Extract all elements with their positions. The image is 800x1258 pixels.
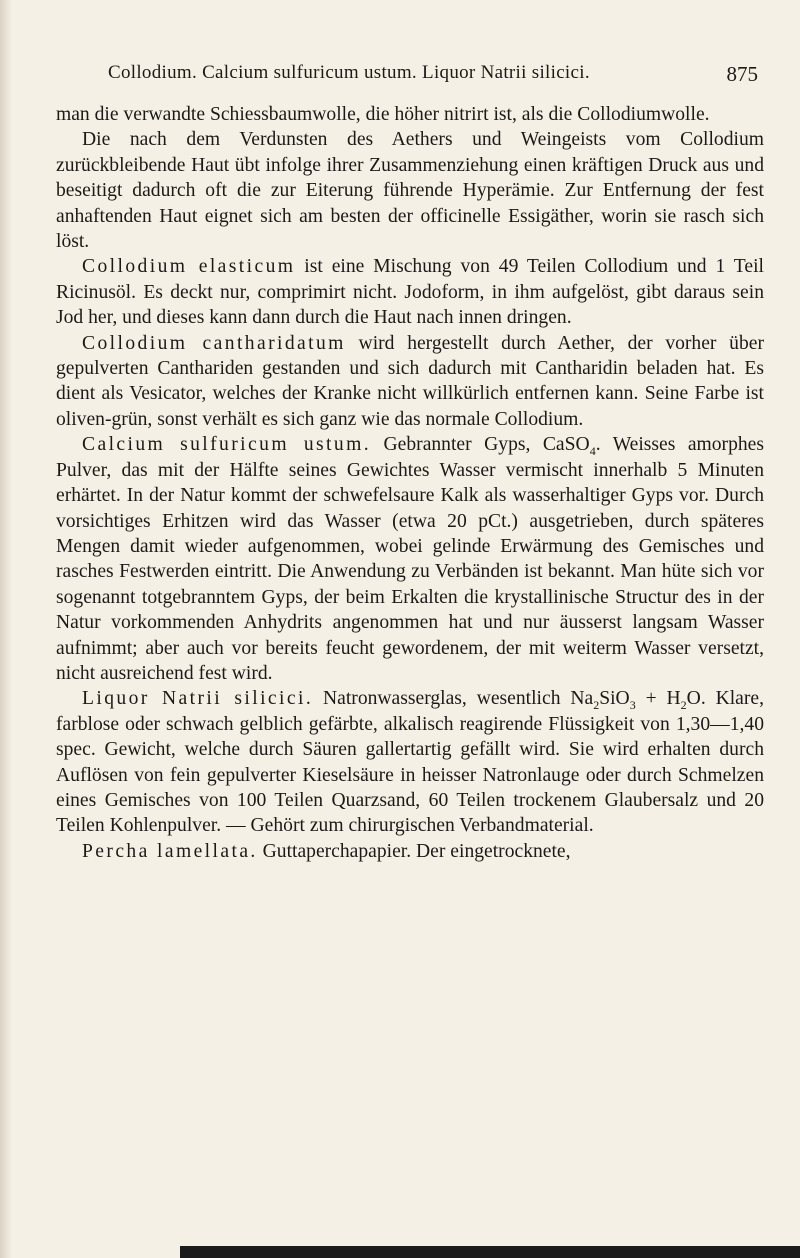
paragraph-collodium-elasticum (56, 254, 764, 330)
paragraph-collodium-skin (56, 127, 764, 254)
paragraph-liquor-natrii (56, 686, 764, 838)
entry-term: Calcium sulfuricum ustum. (82, 434, 372, 456)
page-gutter-shadow (0, 0, 12, 1258)
paragraph-text: Natronwasserglas, wesentlich Na (313, 688, 594, 710)
paragraph-text: wird hergestellt durch Aether, der vorher über gepulverten Canthariden gestanden und sich dadurch mit Cantharidin beladen hat. Es dient als Vesicator, welches der Kranke nicht willkürlich entfernen kann. Seine Farbe ist oliven-grün, sonst verhält es sich ganz wie das normale Collodium. (56, 332, 764, 430)
paragraph-text: Guttaperchapapier. Der eingetrocknete, (257, 840, 571, 862)
paragraph-text: Die nach dem Verdunsten des Aethers und Weingeists vom Collodium zurückbleibende Haut übt infolge ihrer Zusammenziehung einen kräftigen Druck aus und beseitigt dadurch oft die zur Eiterung führende Hyperämie. Zur Entfernung der fest anhaftenden Haut eignet sich am besten der officinelle Essigäther, worin sie rasch sich löst. (56, 129, 764, 253)
paragraph-continuation (56, 102, 764, 127)
entry-term: Collodium elasticum (82, 256, 296, 278)
paragraph-text: Gebrannter Gyps, CaSO (371, 434, 590, 456)
page-header (108, 62, 758, 90)
formula-subscript: 3 (629, 698, 636, 713)
entry-term: Liquor Natrii silicici. (82, 688, 314, 710)
formula-subscript: 2 (680, 698, 687, 713)
entry-term: Collodium cantharidatum (82, 332, 346, 354)
paragraph-text: man die verwandte Schiessbaumwolle, die höher nitrirt ist, als die Collodiumwolle. (56, 104, 710, 125)
paragraph-collodium-cantharidatum (56, 331, 764, 433)
paragraph-text: + H (635, 688, 681, 710)
paragraph-text: SiO (599, 688, 630, 710)
running-head: Collodium. Calcium sulfuricum ustum. Liquor Natrii silicici. (108, 62, 590, 83)
paragraph-percha-lamellata (56, 839, 764, 864)
formula-subscript: 4 (589, 444, 596, 459)
paragraph-calcium-sulfuricum (56, 432, 764, 686)
formula-subscript: 2 (593, 698, 600, 713)
paragraph-text: . Weisses amorphes Pulver, das mit der Hälfte seines Gewichtes Wasser vermischt innerhalb 5 Minuten erhärtet. In der Natur kommt der schwefelsaure Kalk als wasserhaltiger Gyps vor. Durch vorsichtiges Erhitzen wird das Wasser (etwa 20 pCt.) ausgetrieben, durch späteres Mengen damit wieder aufgenommen, wobei gelinde Erwärmung des Gemisches und rasches Festwerden eintritt. Die Anwendung zu Verbänden ist bekannt. Man hüte sich vor sogenannt totgebranntem Gyps, der beim Erkalten die krystallinische Structur des in der Natur vorkommenden Anhydrits angenommen hat und nur äusserst langsam Wasser aufnimmt; aber auch vor bereits feucht gewordenem, der mit weiterm Wasser versetzt, nicht ausreichend fest wird. (56, 434, 764, 684)
entry-term: Percha lamellata. (82, 840, 258, 862)
body-text (56, 102, 764, 864)
scan-bottom-edge (180, 1246, 800, 1258)
page-number: 875 (726, 62, 758, 86)
paragraph-text: O. Klare, farblose oder schwach gelblich gefärbte, alkalisch reagirende Flüssigkeit von 1,30—1,40 spec. Gewicht, welche durch Säuren gallertartig gefällt wird. Sie wird erhalten durch Auflösen von fein gepulverter Kieselsäure in heisser Natronlauge oder durch Schmelzen eines Gemisches von 100 Teilen Quarzsand, 60 Teilen trockenem Glaubersalz und 20 Teilen Kohlenpulver. — Gehört zum chirurgischen Verbandmaterial. (56, 688, 765, 837)
paragraph-text: ist eine Mischung von 49 Teilen Collodium und 1 Teil Ricinusöl. Es deckt nur, comprimirt nicht. Jodoform, in ihm aufgelöst, gibt daraus sein Jod her, und dieses kann dann durch die Haut nach innen dringen. (56, 256, 764, 329)
